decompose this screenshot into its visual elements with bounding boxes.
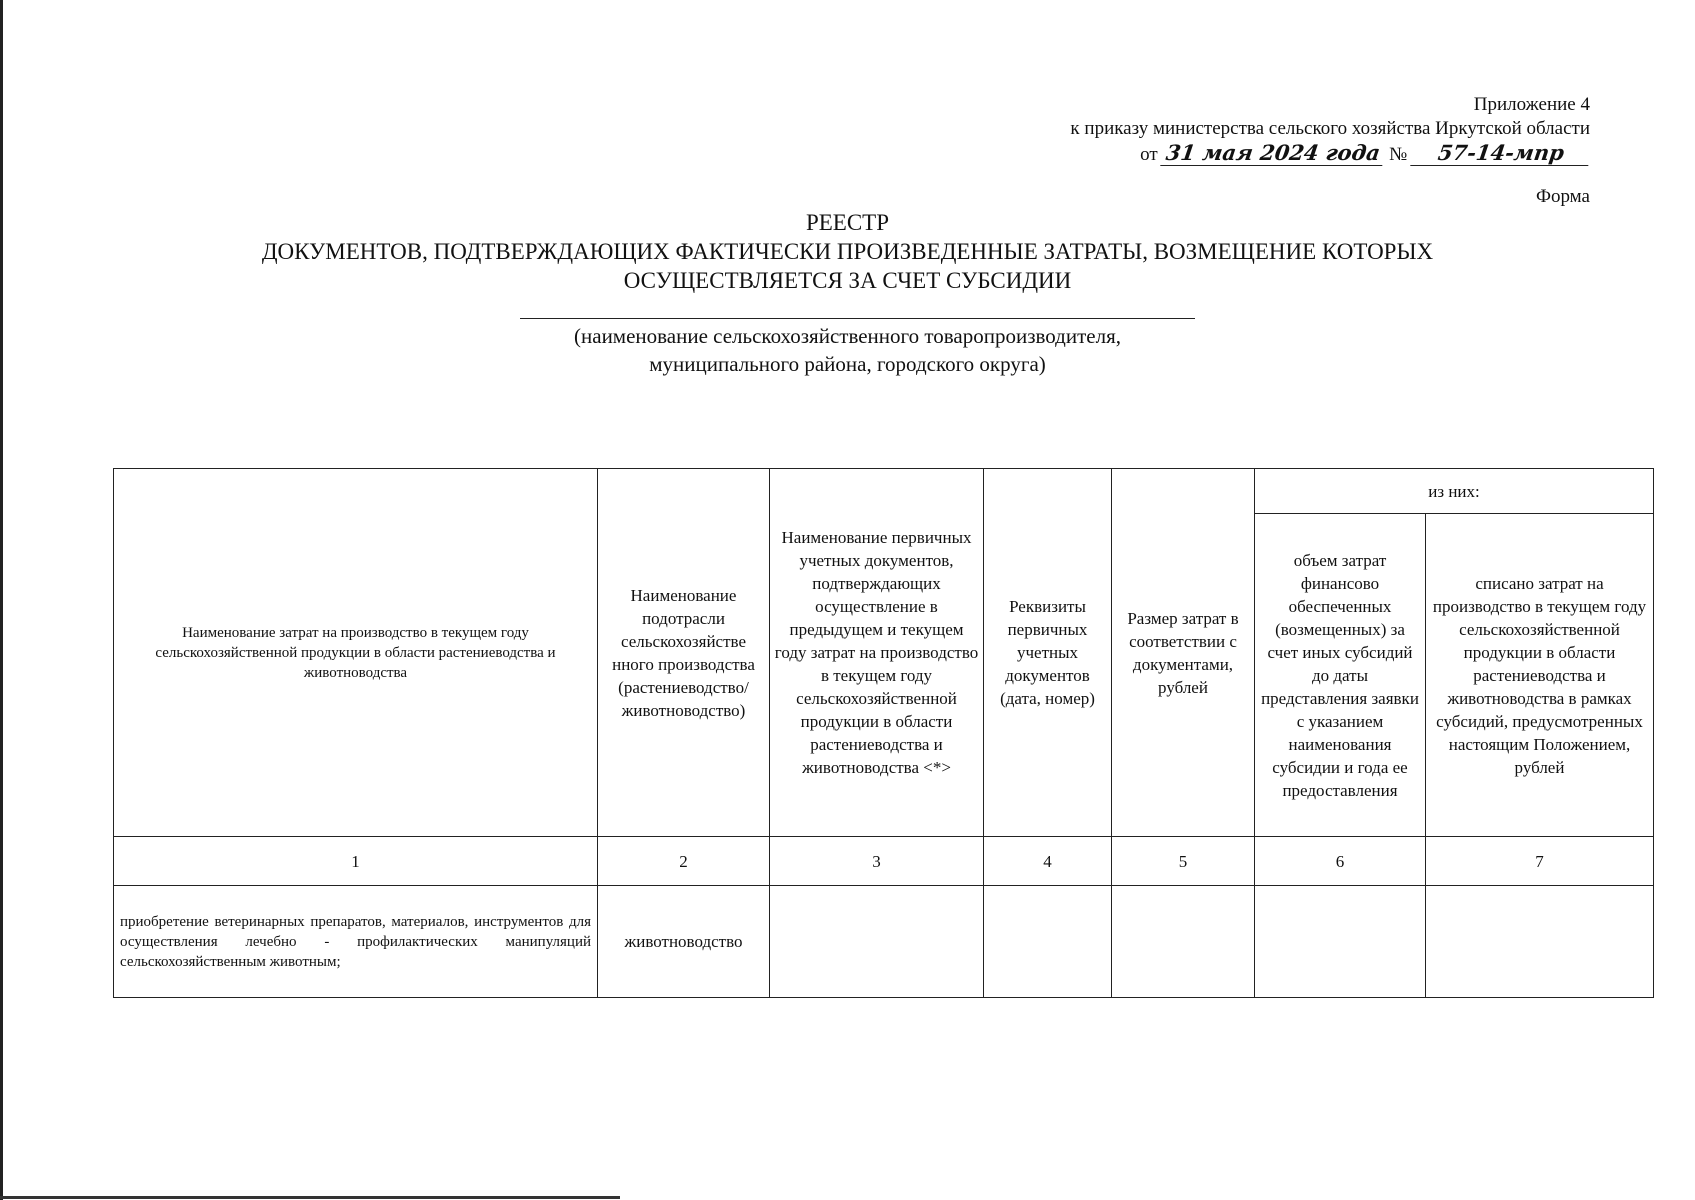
cell-cost-name: приобретение ветеринарных препаратов, материалов, инструментов для осуществления лечебно - профилактических манипуляций сельскохозяйственным животным; (114, 886, 598, 998)
header-written-off: списано затрат на производство в текущем году сельскохозяйственной продукции в области растениеводства и животноводства в рамках субсидий, предусмотренных настоящим Положением, рублей (1426, 514, 1654, 837)
table-header-row-1 (114, 469, 1654, 514)
producer-caption-line-2: муниципального района, городского округа) (649, 352, 1046, 376)
cell-written-off (1426, 886, 1654, 998)
appendix-reference: к приказу министерства сельского хозяйства Иркутской области (1070, 118, 1590, 139)
appendix-title: Приложение 4 (1473, 94, 1590, 115)
column-number: 1 (114, 837, 598, 886)
cell-covered-other (1255, 886, 1426, 998)
registry-table (113, 468, 1654, 998)
page-bottom-edge (0, 1196, 620, 1199)
title-line-2: ДОКУМЕНТОВ, ПОДТВЕРЖДАЮЩИХ ФАКТИЧЕСКИ ПРОИЗВЕДЕННЫЕ ЗАТРАТЫ, ВОЗМЕЩЕНИЕ КОТОРЫХ (261, 239, 1434, 264)
column-number: 5 (1112, 837, 1255, 886)
header-subsector: Наименование подотрасли сельскохозяйстве нного производства (растениеводство/ животноводство) (598, 469, 770, 837)
number-prefix: № (1389, 144, 1408, 165)
column-number: 6 (1255, 837, 1426, 886)
producer-caption-line-1: (наименование сельскохозяйственного товаропроизводителя, (574, 324, 1121, 348)
cell-requisites (984, 886, 1112, 998)
column-number: 3 (770, 837, 984, 886)
producer-name-blank-line (520, 318, 1195, 319)
header-requisites: Реквизиты первичных учетных документов (дата, номер) (984, 469, 1112, 837)
date-prefix: от (1140, 144, 1158, 165)
handwritten-date: 31 мая 2024 года (1161, 141, 1386, 166)
title-line-3: ОСУЩЕСТВЛЯЕТСЯ ЗА СЧЕТ СУБСИДИИ (623, 268, 1072, 293)
title-line-1: РЕЕСТР (805, 210, 890, 235)
header-cost-name: Наименование затрат на производство в текущем году сельскохозяйственной продукции в области растениеводства и животноводства (114, 469, 598, 837)
page-left-edge (0, 0, 3, 1200)
header-documents: Наименование первичных учетных документов, подтверждающих осуществление в предыдущем и текущем году затрат на производство в текущем году сельскохозяйственной продукции в области растениеводства и животноводства <*> (770, 469, 984, 837)
column-number: 4 (984, 837, 1112, 886)
handwritten-number: 57-14-мпр (1410, 141, 1592, 166)
header-covered-other: объем затрат финансово обеспеченных (возмещенных) за счет иных субсидий до даты представления заявки с указанием наименования субсидии и года ее предоставления (1255, 514, 1426, 837)
document-title (0, 208, 1695, 295)
form-label: Форма (1535, 186, 1590, 207)
column-number: 2 (598, 837, 770, 886)
column-number-row (114, 837, 1654, 886)
appendix-block (1070, 93, 1590, 167)
cell-subsector: животноводство (598, 886, 770, 998)
table-row (114, 886, 1654, 998)
column-number: 7 (1426, 837, 1654, 886)
order-date-number (1070, 141, 1590, 167)
header-group-of-them: из них: (1255, 469, 1654, 514)
cell-amount (1112, 886, 1255, 998)
header-amount: Размер затрат в соответствии с документами, рублей (1112, 469, 1255, 837)
producer-caption (0, 322, 1695, 378)
cell-documents (770, 886, 984, 998)
